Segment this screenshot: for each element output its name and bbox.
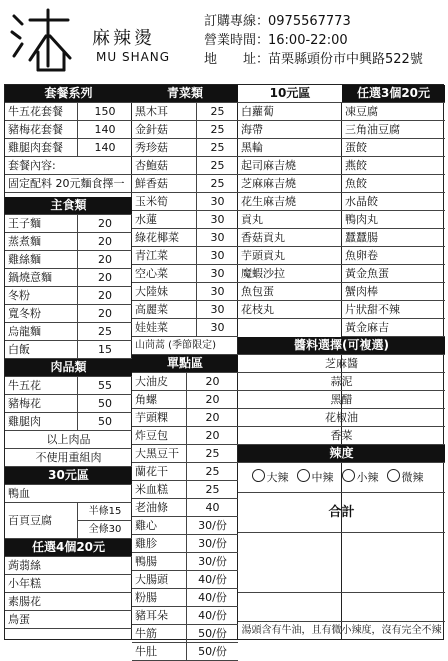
radio-circle-icon[interactable]	[297, 469, 310, 482]
single-item-name: 牛肚	[132, 643, 186, 661]
single-item-price: 40/份	[186, 589, 238, 607]
sauce-item: 香菜	[238, 427, 445, 445]
veg-item-price: 30	[196, 265, 238, 283]
single-item-price: 30/份	[186, 517, 238, 535]
meat-item-price: 55	[77, 377, 132, 395]
tofu-full-price: 全條30	[77, 521, 132, 539]
total-amount-area	[238, 533, 445, 593]
single-item-name: 大黑豆干	[132, 445, 186, 463]
menu-grid	[4, 84, 444, 658]
staple-item-price: 25	[77, 323, 132, 341]
veg-item-name: 水蓮	[132, 211, 196, 229]
single-item-price: 20	[186, 409, 238, 427]
section-header-pick4: 任選4個20元	[5, 539, 132, 557]
single-item-name: 牛筋	[132, 625, 186, 643]
pick3-item: 蛋餃	[342, 139, 445, 157]
staple-item-name: 冬粉	[5, 287, 77, 305]
single-item-name: 粉腸	[132, 589, 186, 607]
veg-item-name: 青江菜	[132, 247, 196, 265]
ten-item: 芋頭貢丸	[238, 247, 342, 265]
section-header-meat: 肉品類	[5, 359, 132, 377]
staple-item-name: 雞絲麵	[5, 251, 77, 269]
brand-name-en: MU SHANG	[96, 50, 171, 64]
section-header-sauce: 醬料選擇(可複選)	[238, 337, 445, 355]
single-item-price: 25	[186, 481, 238, 499]
total-label: 合計	[238, 493, 445, 533]
pick4-item: 鳥蛋	[5, 611, 132, 629]
set-meal-item-price: 140	[77, 139, 132, 157]
pick3-item: 黃金麻吉	[342, 319, 445, 337]
thirty-item-duck-blood: 鴨血	[5, 485, 132, 503]
veg-item-name: 玉米筍	[132, 193, 196, 211]
veg-item-name: 黑木耳	[132, 103, 196, 121]
pick3-item: 魚卵卷	[342, 247, 445, 265]
veg-item-name: 金針菇	[132, 121, 196, 139]
spicy-option[interactable]	[387, 471, 424, 484]
veg-item-price: 30	[196, 283, 238, 301]
spicy-option-label: 小辣	[356, 471, 379, 484]
spicy-option[interactable]	[297, 471, 334, 484]
single-item-price: 25	[186, 445, 238, 463]
pick3-item: 片狀甜不辣	[342, 301, 445, 319]
shop-logo	[8, 6, 78, 78]
radio-circle-icon[interactable]	[342, 469, 355, 482]
meat-item-price: 50	[77, 395, 132, 413]
phone-label: 訂購專線：	[204, 14, 270, 29]
ten-item: 白蘿蔔	[238, 103, 342, 121]
section-header-30: 30元區	[5, 467, 132, 485]
address-label: 地 址：	[204, 52, 270, 67]
staple-item-price: 20	[77, 251, 132, 269]
sauce-item: 蒜泥	[238, 373, 445, 391]
hours-label: 營業時間：	[204, 33, 270, 48]
ten-item: 魚包蛋	[238, 283, 342, 301]
tofu-half-price: 半條15	[77, 503, 132, 521]
section-header-staple: 主食類	[5, 197, 132, 215]
veg-item-price: 30	[196, 247, 238, 265]
spicy-options	[238, 463, 445, 493]
veg-item-price: 30	[196, 301, 238, 319]
spicy-option-label: 中辣	[311, 471, 334, 484]
footer-note: 湯頭含有牛油，且有微小辣度，沒有完全不辣	[238, 621, 445, 639]
single-item-price: 20	[186, 391, 238, 409]
radio-circle-icon[interactable]	[387, 469, 400, 482]
pick3-item: 魚餃	[342, 175, 445, 193]
pick3-item: 蟹肉棒	[342, 283, 445, 301]
single-item-price: 40/份	[186, 571, 238, 589]
veg-item-name: 高麗菜	[132, 301, 196, 319]
single-item-price: 50/份	[186, 643, 238, 661]
staple-item-price: 20	[77, 269, 132, 287]
staple-item-price: 15	[77, 341, 132, 359]
ten-item: 海帶	[238, 121, 342, 139]
single-item-price: 30/份	[186, 553, 238, 571]
section-header-pick3: 任選3個20元	[342, 85, 445, 103]
single-item-price: 40/份	[186, 607, 238, 625]
single-item-price: 50/份	[186, 625, 238, 643]
spicy-option-label: 大辣	[266, 471, 289, 484]
section-header-veg: 青菜類	[132, 85, 238, 103]
section-header-spicy: 辣度	[238, 445, 445, 463]
single-item-name: 大腸頭	[132, 571, 186, 589]
veg-item-name: 綠花椰菜	[132, 229, 196, 247]
pick3-item: 三角油豆腐	[342, 121, 445, 139]
thirty-item-tofu: 百頁豆腐	[5, 503, 77, 539]
pick4-item: 素腸花	[5, 593, 132, 611]
meat-item-name: 雞腿肉	[5, 413, 77, 431]
radio-circle-icon[interactable]	[252, 469, 265, 482]
pick4-item: 小年糕	[5, 575, 132, 593]
brand-name: 麻辣燙	[92, 28, 155, 49]
single-item-name: 雞心	[132, 517, 186, 535]
single-item-name: 大油皮	[132, 373, 186, 391]
veg-item-name: 娃娃菜	[132, 319, 196, 337]
single-item-price: 20	[186, 427, 238, 445]
meat-item-name: 豬梅花	[5, 395, 77, 413]
veg-item-name: 空心菜	[132, 265, 196, 283]
veg-item-price: 30	[196, 319, 238, 337]
spicy-option[interactable]	[342, 471, 379, 484]
veg-item-price: 30	[196, 229, 238, 247]
pick3-item: 鴨肉丸	[342, 211, 445, 229]
section-header-10: 10元區	[238, 85, 342, 103]
set-meal-note: 套餐內容:	[5, 157, 132, 175]
single-item-name: 蘭花干	[132, 463, 186, 481]
veg-item-name: 鮮香菇	[132, 175, 196, 193]
set-meal-item-name: 雞腿肉套餐	[5, 139, 77, 157]
staple-item-name: 王子麵	[5, 215, 77, 233]
meat-note: 不使用重組肉	[5, 449, 132, 467]
sauce-item: 芝麻醬	[238, 355, 445, 373]
staple-item-price: 20	[77, 287, 132, 305]
phone-number: 0975567773	[268, 14, 351, 29]
set-meal-item-name: 豬梅花套餐	[5, 121, 77, 139]
single-item-price: 20	[186, 373, 238, 391]
ten-item: 芝麻麻吉燒	[238, 175, 342, 193]
veg-item-price: 30	[196, 193, 238, 211]
staple-item-name: 蒸煮麵	[5, 233, 77, 251]
contact-info	[204, 12, 423, 69]
pick3-item: 黃金魚蛋	[342, 265, 445, 283]
staple-item-price: 20	[77, 215, 132, 233]
veg-item-price: 25	[196, 103, 238, 121]
spicy-option-label: 微辣	[401, 471, 424, 484]
single-item-name: 米血糕	[132, 481, 186, 499]
veg-item-seasonal: 山茼蒿 (季節限定)	[132, 337, 238, 355]
pick4-item: 蒟蒻絲	[5, 557, 132, 575]
staple-item-name: 烏龍麵	[5, 323, 77, 341]
veg-item-name: 秀珍菇	[132, 139, 196, 157]
ten-item: 魔蝦沙拉	[238, 265, 342, 283]
single-item-name: 芋頭粿	[132, 409, 186, 427]
staple-item-name: 鍋燒意麵	[5, 269, 77, 287]
ten-item: 花生麻吉燒	[238, 193, 342, 211]
ten-item: 黑輪	[238, 139, 342, 157]
veg-item-price: 25	[196, 157, 238, 175]
sauce-item: 花椒油	[238, 409, 445, 427]
set-meal-item-price: 150	[77, 103, 132, 121]
meat-item-name: 牛五花	[5, 377, 77, 395]
pick3-item: 燕餃	[342, 157, 445, 175]
single-item-name: 角螺	[132, 391, 186, 409]
single-item-price: 30/份	[186, 535, 238, 553]
spicy-option[interactable]	[252, 471, 289, 484]
meat-item-price: 50	[77, 413, 132, 431]
single-item-name: 老油條	[132, 499, 186, 517]
address: 苗栗縣頭份市中興路522號	[268, 52, 423, 67]
staple-item-price: 20	[77, 305, 132, 323]
veg-item-name: 大陸妹	[132, 283, 196, 301]
set-meal-note: 固定配料 20元麵食擇一	[5, 175, 132, 193]
veg-item-price: 30	[196, 211, 238, 229]
section-header-single: 單點區	[132, 355, 238, 373]
sauce-item: 黑醋	[238, 391, 445, 409]
set-meal-item-name: 牛五花套餐	[5, 103, 77, 121]
set-meal-item-price: 140	[77, 121, 132, 139]
pick3-item: 水晶餃	[342, 193, 445, 211]
veg-item-name: 杏鮑菇	[132, 157, 196, 175]
ten-item: 貢丸	[238, 211, 342, 229]
section-header-set-meal: 套餐系列	[5, 85, 132, 103]
staple-item-name: 寬冬粉	[5, 305, 77, 323]
single-item-name: 豬耳朵	[132, 607, 186, 625]
veg-item-price: 25	[196, 121, 238, 139]
pick3-item: 凍豆腐	[342, 103, 445, 121]
staple-item-name: 白飯	[5, 341, 77, 359]
pick3-item: 蠶蠶腸	[342, 229, 445, 247]
ten-item: 起司麻吉燒	[238, 157, 342, 175]
single-item-name: 雞胗	[132, 535, 186, 553]
meat-note: 以上肉品	[5, 431, 132, 449]
business-hours: 16:00-22:00	[268, 33, 348, 48]
single-item-price: 25	[186, 463, 238, 481]
ten-item: 花枝丸	[238, 301, 342, 319]
veg-item-price: 25	[196, 175, 238, 193]
staple-item-price: 20	[77, 233, 132, 251]
veg-item-price: 25	[196, 139, 238, 157]
single-item-name: 炸豆包	[132, 427, 186, 445]
ten-item: 香菇貢丸	[238, 229, 342, 247]
single-item-price: 40	[186, 499, 238, 517]
single-item-name: 鴨腸	[132, 553, 186, 571]
